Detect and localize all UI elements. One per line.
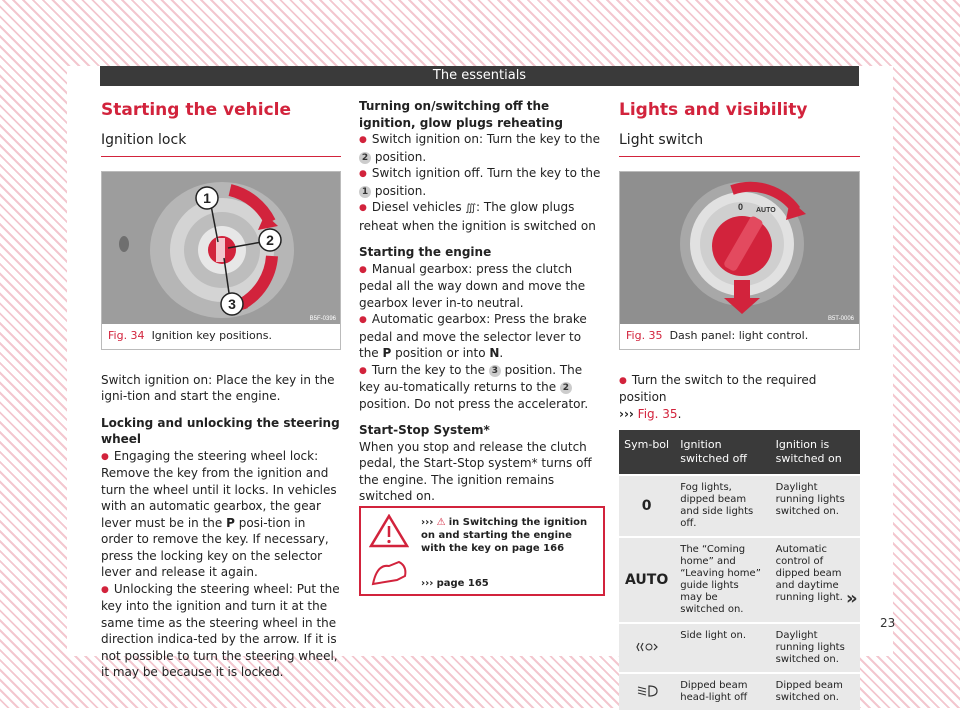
- bold-p: P: [382, 346, 392, 360]
- side-light-icon: [619, 623, 674, 673]
- left-column: [101, 98, 341, 681]
- section-title-lights: Lights and visibility: [619, 100, 808, 120]
- symbol-zero: 0: [619, 475, 674, 537]
- position-badge: 1: [359, 186, 371, 198]
- cell-on: Automatic control of dipped beam and daytime running light.: [770, 537, 860, 623]
- light-switch-illustration: [620, 172, 859, 324]
- figure-number: Fig. 35: [626, 329, 663, 342]
- position-badge: 2: [560, 382, 572, 394]
- side-light-icon-svg: [635, 641, 659, 653]
- bullet-switch-on: [359, 131, 603, 165]
- heading-starting-engine: Starting the engine: [359, 245, 492, 259]
- environment-link[interactable]: page 165: [436, 578, 489, 589]
- callout-3-text: 3: [228, 296, 236, 312]
- table-header-row: [619, 430, 860, 475]
- bullet-text-cont: position.: [374, 183, 427, 198]
- cell-off: Dipped beam head-light off: [674, 673, 769, 710]
- light-switch-image: [620, 172, 859, 324]
- fig-35-link[interactable]: Fig. 35: [637, 406, 678, 421]
- bullet-text-cont: position.: [374, 149, 427, 164]
- page-number: 23: [880, 616, 896, 630]
- callout-1-text: 1: [203, 190, 211, 206]
- continue-marker: »: [846, 588, 858, 609]
- bullet-switch-off: [359, 165, 603, 199]
- position-badge: 2: [359, 152, 371, 164]
- table-row: [619, 475, 860, 537]
- bullet-text-cont: position. The key au-tomatically returns to the: [359, 362, 583, 394]
- cell-off: The “Coming home” and “Leaving home” guide lights may be switched on.: [674, 537, 769, 623]
- figure-34-caption: [102, 324, 340, 349]
- col-header-symbol: Sym-bol: [619, 430, 674, 475]
- ref-arrow: ›››: [421, 517, 434, 528]
- bullet-turn-switch: ● Turn the switch to the required position: [619, 372, 860, 406]
- ref-arrow: ›››: [619, 406, 634, 421]
- subsection-title-ignition-lock: Ignition lock: [101, 130, 341, 157]
- cell-on: Daylight running lights switched on.: [770, 623, 860, 673]
- bullet-diesel: [359, 199, 603, 234]
- subsection-title-light-switch: Light switch: [619, 130, 860, 157]
- figure-caption-text: Ignition key positions.: [151, 329, 272, 342]
- bullet-text: Diesel vehicles: [371, 200, 462, 214]
- bullet-unlocking: ● Unlocking the steering wheel: Put the key into the ignition and turn it at the same time as the steering wheel in the direction indica-ted by the arrow. If it is not possible to turn the steering wheel, it may be because it is locked.: [101, 581, 341, 681]
- figure-code: B5F-0396: [309, 316, 336, 322]
- bullet-text-cont: position or into: [391, 346, 490, 360]
- figure-reference: [619, 406, 860, 423]
- bullet-text: Switch ignition off. Turn the key to the: [371, 166, 601, 180]
- bullet-automatic-gearbox: [359, 311, 603, 362]
- figure-34: [101, 171, 341, 350]
- table-row: [619, 537, 860, 623]
- paragraph-ignition-on: Switch ignition on: Place the key in the igni-tion and start the engine.: [101, 372, 335, 403]
- ignition-lock-image: [102, 172, 340, 324]
- cell-on: Dipped beam switched on.: [770, 673, 860, 710]
- col-header-ignition-on: Ignition is switched on: [770, 430, 860, 475]
- cell-off: Fog lights, dipped beam and side lights off.: [674, 475, 769, 537]
- figure-35-caption: [620, 324, 859, 349]
- warning-link[interactable]: in Switching the ignition on and starting the engine with the key on page 166: [421, 517, 588, 554]
- figure-number: Fig. 34: [108, 329, 145, 342]
- figure-caption-text: Dash panel: light control.: [669, 329, 809, 342]
- right-column: [619, 98, 860, 710]
- paragraph-start-stop: When you stop and release the clutch pedal, the Start-Stop system* turns off the engine. The ignition remains switched on.: [359, 439, 592, 503]
- warning-box: [359, 506, 605, 596]
- callout-2-text: 2: [266, 232, 274, 248]
- warning-text: [421, 516, 595, 590]
- bullet-bold-p: P: [226, 515, 235, 530]
- header-bar: The essentials: [100, 66, 859, 86]
- bullet-turn-key: [359, 362, 603, 413]
- switch-label-zero: 0: [738, 202, 744, 212]
- dipped-beam-icon: [619, 673, 674, 710]
- bullet-text: Engaging the steering wheel lock: Remove the key from the ignition and turn the wheel until it locks. In vehicles with an automatic gearbox, the gear lever must be in the: [101, 448, 337, 530]
- bold-n: N: [489, 346, 500, 360]
- light-switch-table: [619, 430, 860, 710]
- figure-35: [619, 171, 860, 350]
- heading-ignition-on-off: Turning on/switching off the ignition, glow plugs reheating: [359, 99, 563, 130]
- bullet-text-end: position. Do not press the accelerator.: [359, 396, 589, 411]
- dipped-beam-icon-svg: [635, 684, 659, 698]
- bullet-text: Switch ignition on: Turn the key to the: [371, 132, 600, 146]
- warning-triangle-small-icon: ⚠: [436, 517, 446, 528]
- table-row: [619, 673, 860, 710]
- bullet-text: Turn the key to the: [371, 362, 485, 377]
- section-title-starting: Starting the vehicle: [101, 100, 292, 120]
- ref-arrow: ›››: [421, 578, 434, 589]
- bullet-engaging-lock: [101, 448, 341, 581]
- symbol-auto: AUTO: [619, 537, 674, 623]
- bullet-manual-gearbox: ● Manual gearbox: press the clutch pedal all the way down and move the gearbox lever in-to neutral.: [359, 261, 603, 312]
- bullet-end: .: [499, 346, 504, 360]
- bullet-text-cont: : The glow plugs reheat when the ignition is switched on: [359, 200, 596, 233]
- cell-on: Daylight running lights switched on.: [770, 475, 860, 537]
- environment-icon: [373, 562, 405, 584]
- position-badge: 3: [489, 365, 501, 377]
- ref-end: .: [677, 406, 682, 421]
- cell-off: Side light on.: [674, 623, 769, 673]
- ignition-illustration: [102, 172, 340, 324]
- table-row: [619, 623, 860, 673]
- col-header-ignition-off: Ignition switched off: [674, 430, 769, 475]
- heading-steering-lock: Locking and unlocking the steering wheel: [101, 415, 340, 446]
- bullet-text-cont: posi-tion in order to remove the key. If necessary, press the locking key on the selector lever and release it again.: [101, 515, 329, 579]
- bullet-text: Automatic gearbox: Press the brake pedal and move the selector lever to the: [359, 312, 587, 360]
- heading-start-stop: Start-Stop System*: [359, 423, 490, 437]
- switch-label-auto: AUTO: [756, 207, 776, 214]
- figure-code: B5T-0006: [827, 316, 854, 322]
- middle-column: [359, 98, 603, 505]
- warning-icons: [369, 514, 409, 590]
- glow-plug-icon: ∭: [465, 203, 476, 214]
